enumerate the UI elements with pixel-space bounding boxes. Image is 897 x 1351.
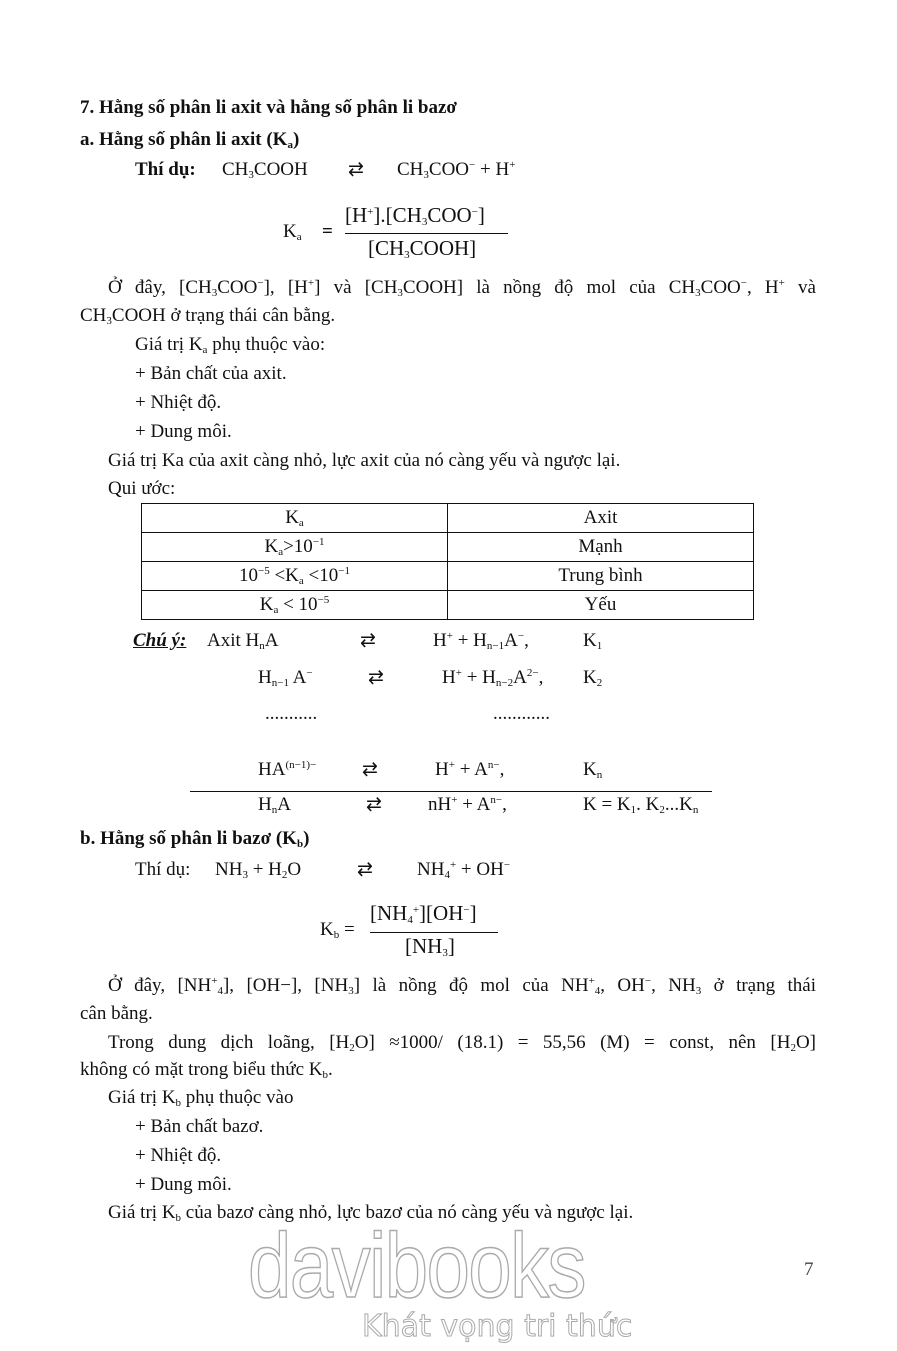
text-run: + Bản chất của axit. (135, 363, 287, 384)
text-line (108, 1086, 293, 1110)
subscript: n (692, 804, 699, 816)
text-run: O] (795, 1032, 816, 1053)
watermark-logo: davibooks (248, 1215, 585, 1317)
text-run: , (538, 667, 544, 688)
subscript: 3 (442, 947, 448, 959)
text-run: NH (215, 859, 243, 880)
subscript: n−2 (495, 677, 514, 689)
text-run: H (433, 630, 447, 651)
text-run: , NH (651, 975, 696, 996)
equation-reactant (215, 858, 301, 882)
subscript: a (298, 517, 304, 529)
superscript: −1 (338, 565, 350, 577)
text-run: K (285, 507, 299, 528)
text-run: K (583, 630, 597, 651)
ka-range-cell (142, 562, 448, 591)
ka-range-cell (142, 591, 448, 620)
superscript: − (306, 667, 313, 679)
text-run: cân bằng. (80, 1003, 153, 1024)
example-label (135, 858, 190, 882)
superscript: n− (490, 794, 503, 806)
text-run: Axit H (207, 630, 260, 651)
equation-reactant (222, 158, 308, 182)
superscript: + (367, 206, 374, 218)
subscript: 2 (349, 1042, 355, 1054)
text-run: COOH] (409, 236, 477, 260)
text-run: CH (222, 159, 249, 180)
text-run: ] (447, 934, 455, 958)
text-run: K (259, 594, 274, 615)
text-run: + Nhiệt độ. (135, 1145, 222, 1166)
text-run: >10 (283, 536, 313, 557)
bullet-item (135, 1144, 221, 1168)
subscript: n−1 (486, 640, 505, 652)
text-run: K = K (583, 794, 631, 815)
text-run: ] (477, 203, 485, 227)
superscript: − (644, 975, 652, 987)
eq-left (258, 666, 313, 690)
subscript: 3 (423, 169, 429, 181)
subscript: 1 (596, 640, 603, 652)
subscript: 3 (348, 985, 354, 997)
subscript: a (273, 604, 279, 616)
subscript: 3 (211, 287, 218, 299)
eq-right (435, 758, 504, 782)
text-run: <10 (303, 565, 339, 586)
superscript: + (449, 859, 457, 871)
superscript: + (455, 667, 462, 679)
text-run: A (264, 630, 279, 651)
subscript: 3 (695, 985, 702, 997)
text-run: COO (428, 159, 470, 180)
acid-strength-cell (448, 533, 754, 562)
text-run: ⇄ (368, 667, 384, 688)
table-row (142, 562, 754, 591)
text-run: Giá trị K (108, 1087, 176, 1108)
text-run: [CH (368, 236, 405, 260)
equation-products (397, 158, 515, 182)
text-run: A (504, 630, 518, 651)
subscript: n−1 (271, 677, 289, 689)
subscript: 2 (790, 1042, 796, 1054)
superscript: − (517, 630, 525, 642)
ka-range-cell (142, 504, 448, 533)
text-run: Ở đây, [CH (108, 277, 212, 298)
text-run: < 10 (278, 594, 318, 615)
superscript: (n−1)− (285, 759, 317, 771)
superscript: − (471, 206, 478, 218)
text-run: HA (258, 759, 286, 780)
text-run: COO (217, 277, 258, 298)
text-run: ], [OH−], [NH (222, 975, 349, 996)
superscript: 2− (526, 667, 539, 679)
text-line (108, 449, 620, 473)
ka-denominator (368, 236, 476, 260)
superscript: − (469, 159, 476, 171)
paragraph-line (108, 974, 816, 998)
superscript: n− (487, 759, 500, 771)
text-run: a. Hằng số phân li axit (K (80, 129, 288, 150)
eq-constant (583, 666, 602, 690)
text-run: của bazơ càng nhỏ, lực bazơ của nó càng yếu và ngược lại. (181, 1202, 634, 1223)
subscript: 2 (596, 677, 603, 689)
text-run: ⇄ (366, 794, 382, 815)
superscript: + (446, 630, 453, 642)
text-run: b. Hằng số phân li bazơ (K (80, 828, 297, 849)
table-row (142, 591, 754, 620)
text-run: ] (469, 901, 477, 925)
text-run: Axit (583, 507, 618, 528)
text-run: , (502, 794, 507, 815)
text-run: O] ≈1000/ (18.1) = 55,56 (M) = const, nên [H (354, 1032, 791, 1053)
subscript: n (259, 640, 265, 652)
text-run: [NH (370, 901, 408, 925)
text-run: A (277, 794, 291, 815)
equilibrium-arrow (360, 629, 376, 653)
subscript: b (175, 1097, 182, 1109)
text-run: H (442, 667, 456, 688)
acid-strength-cell (448, 562, 754, 591)
text-run: = (322, 221, 333, 242)
equilibrium-arrow (348, 158, 364, 182)
text-run: + A (457, 794, 491, 815)
acid-strength-cell (448, 504, 754, 533)
text-run: ] là nồng độ mol của NH (353, 975, 589, 996)
ellipsis (493, 702, 550, 726)
subscript: 2 (659, 804, 665, 816)
equilibrium-arrow (368, 666, 384, 690)
acid-strength-cell (448, 591, 754, 620)
text-run: ) (292, 129, 300, 150)
fraction-bar-ka (345, 233, 508, 234)
text-run: K (264, 536, 279, 557)
text-run: , H (746, 277, 779, 298)
superscript: −5 (258, 565, 270, 577)
superscript: − (503, 859, 511, 871)
table-header-row (142, 504, 754, 533)
subscript: a (278, 546, 284, 558)
text-run: H (435, 759, 449, 780)
ka-numerator (345, 203, 485, 227)
text-run: Chú ý: (133, 630, 187, 651)
text-run: ............ (493, 703, 550, 724)
text-run: COO (427, 203, 472, 227)
subscript: 3 (695, 287, 701, 299)
superscript: + (412, 904, 420, 916)
text-run: nH (428, 794, 452, 815)
text-run: . (327, 1059, 333, 1080)
text-run: A (513, 667, 527, 688)
text-run: H (258, 794, 272, 815)
text-run: Giá trị K (108, 1202, 176, 1223)
superscript: + (211, 975, 218, 987)
subscript: a (287, 139, 293, 151)
text-run: ⇄ (348, 159, 364, 180)
eq-left (258, 793, 291, 817)
superscript: − (463, 904, 470, 916)
ka-range-cell (142, 533, 448, 562)
subscript: b (296, 838, 304, 850)
subscript: 3 (421, 216, 428, 228)
text-run: + H (247, 859, 282, 880)
text-run: K (320, 919, 334, 940)
paragraph-line (108, 1031, 816, 1055)
eq-constant (583, 758, 602, 782)
text-run: không có mặt trong biểu thức K (80, 1059, 323, 1080)
text-line (108, 477, 175, 501)
note-label (133, 629, 186, 653)
kb-denominator (405, 934, 455, 958)
bullet-item (135, 420, 232, 444)
paragraph-line (80, 304, 335, 328)
subscript: 4 (444, 869, 450, 881)
text-run: CH (397, 159, 424, 180)
text-run: phụ thuộc vào (181, 1087, 294, 1108)
text-run: ][OH (419, 901, 464, 925)
section-heading (80, 96, 457, 120)
text-run: ], [H (263, 277, 308, 298)
text-run: + H (475, 159, 510, 180)
text-run: ) (303, 828, 310, 849)
subscript: 4 (217, 985, 223, 997)
subscript: 3 (242, 869, 248, 881)
text-run: = (339, 919, 355, 940)
subscript: 4 (407, 914, 413, 926)
subscript: n (271, 804, 278, 816)
text-run: Ở đây, [NH (108, 975, 212, 996)
text-run: NH (417, 859, 445, 880)
text-run: + A (454, 759, 488, 780)
text-run: Thí dụ: (135, 159, 196, 180)
subsection-b-heading (80, 827, 309, 851)
text-run: ...K (664, 794, 693, 815)
subscript: n (596, 769, 603, 781)
equals-sign (322, 220, 333, 244)
paragraph-line (80, 1058, 333, 1082)
text-run: + Dung môi. (135, 1174, 232, 1195)
subscript: b (322, 1069, 328, 1081)
subscript: b (175, 1212, 182, 1224)
text-run: + Dung môi. (135, 421, 232, 442)
text-run: ⇄ (357, 859, 373, 880)
text-run: ⇄ (362, 759, 378, 780)
text-run: COOH (253, 159, 308, 180)
superscript: − (740, 277, 747, 289)
text-run: K (283, 221, 297, 242)
text-run: [NH (405, 934, 443, 958)
subscript: 3 (404, 249, 410, 261)
bullet-item (135, 362, 287, 386)
summation-rule (190, 791, 712, 792)
eq-right (442, 666, 543, 690)
acid-strength-table (141, 503, 754, 620)
subscript: 3 (397, 287, 403, 299)
superscript: + (509, 159, 516, 171)
text-run: CH (80, 305, 107, 326)
equilibrium-arrow (357, 858, 373, 882)
ka-symbol (283, 220, 302, 244)
kb-numerator (370, 901, 477, 925)
subscript: a (296, 231, 302, 243)
text-run: K (583, 759, 597, 780)
equilibrium-arrow (366, 793, 382, 817)
text-run: + H (461, 667, 496, 688)
eq-left (207, 629, 278, 653)
paragraph-line (108, 276, 816, 300)
fraction-bar-kb (370, 932, 498, 933)
subscript: a (202, 344, 208, 356)
text-run: Yếu (584, 594, 617, 615)
text-run: 10 (239, 565, 258, 586)
example-label (135, 158, 196, 182)
text-run: O (287, 859, 302, 880)
text-run: Trung bình (558, 565, 643, 586)
text-run: COOH] là nồng độ mol của CH (402, 277, 696, 298)
equation-products (417, 858, 510, 882)
text-run: ].[CH (373, 203, 422, 227)
text-run: ] và [CH (314, 277, 398, 298)
superscript: + (778, 277, 785, 289)
text-run: phụ thuộc vào: (207, 334, 326, 355)
superscript: + (451, 794, 458, 806)
text-run: [H (345, 203, 368, 227)
text-run: Thí dụ: (135, 859, 191, 880)
equilibrium-arrow (362, 758, 378, 782)
subscript: a (298, 575, 304, 587)
text-run: , OH (600, 975, 645, 996)
text-run: + H (452, 630, 487, 651)
subscript: 3 (248, 169, 254, 181)
subscript: 2 (281, 869, 288, 881)
text-run: Trong dung dịch loãng, [H (108, 1032, 350, 1053)
subsection-a-heading (80, 128, 299, 152)
text-run: A (288, 667, 307, 688)
page-number: 7 (804, 1259, 814, 1280)
eq-constant (583, 629, 602, 653)
text-run: Mạnh (578, 536, 623, 557)
text-run: Giá trị Ka của axit càng nhỏ, lực axit của nó càng yếu và ngược lại. (108, 450, 621, 471)
superscript: + (588, 975, 595, 987)
subscript: 4 (594, 985, 601, 997)
text-run: <K (269, 565, 299, 586)
text-run: K (583, 667, 597, 688)
text-run: ở trạng thái (701, 975, 817, 996)
text-run: , (499, 759, 505, 780)
eq-right (428, 793, 507, 817)
text-run: Qui ước: (108, 478, 176, 499)
superscript: −5 (317, 594, 330, 606)
text-run: + Bản chất bazơ. (135, 1116, 264, 1137)
text-run: ⇄ (360, 630, 376, 651)
eq-left (258, 758, 316, 782)
text-run: + OH (456, 859, 504, 880)
superscript: −1 (312, 536, 325, 548)
subscript: 3 (106, 315, 112, 327)
text-run: Giá trị K (135, 334, 203, 355)
text-run: . K (636, 794, 660, 815)
eq-right (433, 629, 529, 653)
superscript: − (257, 277, 264, 289)
text-run: COO (700, 277, 741, 298)
text-run: + Nhiệt độ. (135, 392, 222, 413)
paragraph-line (80, 1002, 153, 1026)
text-run: H (258, 667, 272, 688)
watermark-slogan: Khát vọng tri thức (362, 1309, 633, 1344)
bullet-item (135, 391, 221, 415)
table-row (142, 533, 754, 562)
text-run: ........... (265, 703, 318, 724)
kb-symbol (320, 918, 355, 942)
superscript: + (307, 277, 315, 289)
bullet-item (135, 1173, 232, 1197)
text-run: và (784, 277, 816, 298)
subscript: 1 (630, 804, 637, 816)
bullet-item (135, 1115, 263, 1139)
text-run: 7. Hằng số phân li axit và hằng số phân li bazơ (80, 97, 457, 118)
text-run: COOH ở trạng thái cân bằng. (111, 305, 336, 326)
eq-constant (583, 793, 698, 817)
text-line (135, 333, 325, 357)
ellipsis (265, 702, 317, 726)
subscript: b (333, 929, 340, 941)
text-run: , (524, 630, 529, 651)
superscript: + (448, 759, 455, 771)
